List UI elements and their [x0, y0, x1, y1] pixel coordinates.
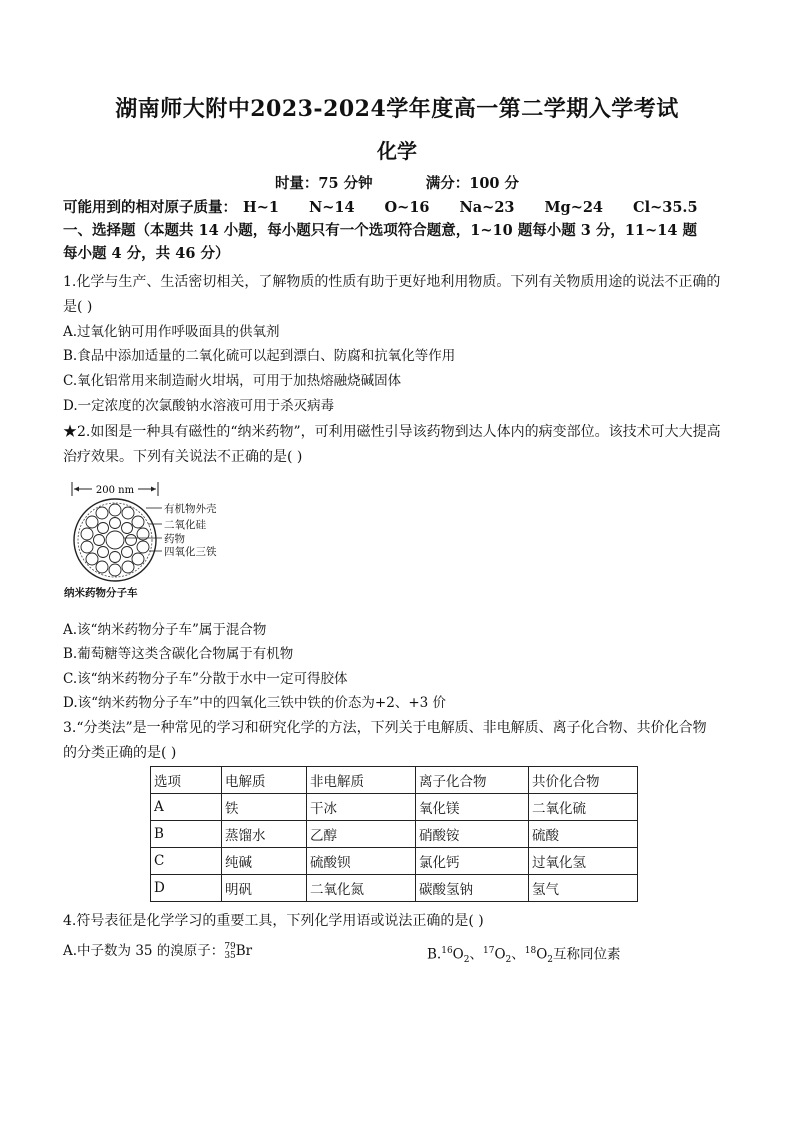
nano-drug-figure — [62, 478, 242, 608]
subscript: 2 — [463, 955, 470, 966]
table-cell: 硝酸铵 — [416, 821, 529, 848]
atomic-mass-item: O~16 — [384, 199, 430, 216]
table-cell: 硫酸 — [529, 821, 638, 848]
isotope-mass: 16 — [441, 946, 453, 956]
table-cell: 过氧化氢 — [529, 848, 638, 875]
table-cell: 碳酸氢钠 — [416, 875, 529, 902]
scale-bar-label: 200 nm — [95, 485, 135, 496]
q4-option-b — [427, 941, 727, 970]
drug-core — [106, 531, 124, 549]
table-cell: 二氧化氮 — [307, 875, 416, 902]
table-cell: 氯化钙 — [416, 848, 529, 875]
table-cell: 乙醇 — [307, 821, 416, 848]
mass-number: 79 — [224, 941, 236, 952]
table-cell: 干冰 — [307, 794, 416, 821]
exam-title: 湖南师大附中2023-2024学年度高一第二学期入学考试 — [115, 96, 679, 122]
table-row — [151, 794, 638, 821]
oxygen-symbol: O — [494, 946, 506, 963]
q2-option-c: C.该“纳米药物分子车”分散于水中一定可得胶体 — [63, 671, 348, 687]
oxygen-symbol: O — [536, 946, 548, 963]
label-silica: 二氧化硅 — [164, 519, 206, 531]
atomic-masses-label: 可能用到的相对原子质量： — [63, 199, 237, 216]
q1-option-c: C.氧化铝常用来制造耐火坩埚，可用于加热熔融烧碱固体 — [63, 373, 402, 389]
atomic-mass-item: N~14 — [308, 199, 355, 216]
separator: 、 — [469, 946, 483, 963]
table-row — [151, 875, 638, 902]
isotope-mass: 18 — [524, 946, 537, 956]
oxygen-symbol: O — [452, 946, 464, 963]
exam-meta — [0, 172, 794, 193]
table-header-cell: 共价化合物 — [529, 767, 638, 794]
q1-option-b: B.食品中添加适量的二氧化硫可以起到漂白、防腐和抗氧化等作用 — [63, 348, 456, 364]
atomic-masses — [63, 198, 743, 218]
subscript: 2 — [505, 955, 512, 966]
label-iron-oxide: 四氧化三铁 — [164, 546, 217, 558]
atomic-mass-item: Mg~24 — [544, 199, 604, 216]
q3-stem-line2: 的分类正确的是( ) — [63, 745, 177, 761]
table-cell: 明矾 — [222, 875, 307, 902]
q2-stem-line2: 治疗效果。下列有关说法不正确的是( ) — [63, 449, 303, 465]
table-cell: 二氧化硫 — [529, 794, 638, 821]
atomic-mass-item: Na~23 — [459, 199, 515, 216]
full-score: 满分：100 分 — [425, 175, 520, 192]
table-cell: A — [151, 794, 222, 821]
table-cell: 氢气 — [529, 875, 638, 902]
isotope-mass: 17 — [482, 946, 495, 956]
table-row — [151, 848, 638, 875]
time-limit: 时量：75 分钟 — [274, 175, 373, 192]
section-heading-line2: 每小题 4 分，共 46 分） — [63, 245, 230, 262]
table-cell: C — [151, 848, 222, 875]
table-cell: 硫酸钡 — [307, 848, 416, 875]
q1-stem-line2: 是( ) — [63, 299, 93, 315]
table-cell: 氧化镁 — [416, 794, 529, 821]
q2-option-d: D.该“纳米药物分子车”中的四氧化三铁中铁的价态为+2、+3 价 — [63, 695, 447, 711]
q1-stem-line1: 1.化学与生产、生活密切相关，了解物质的性质有助于更好地利用物质。下列有关物质用途的说法不正确的 — [63, 274, 721, 290]
table-cell: D — [151, 875, 222, 902]
q4-option-a — [63, 941, 403, 961]
q4-option-a-text: A.中子数为 35 的溴原子： — [63, 943, 225, 959]
label-organic-shell: 有机物外壳 — [164, 503, 217, 515]
table-header-cell: 离子化合物 — [416, 767, 529, 794]
table-cell: B — [151, 821, 222, 848]
table-header-cell: 电解质 — [222, 767, 307, 794]
q2-stem-line1: ★2.如图是一种具有磁性的“纳米药物”，可利用磁性引导该药物到达人体内的病变部位。该技术可大大提高 — [63, 424, 721, 440]
atomic-mass-item: Cl~35.5 — [633, 199, 698, 216]
atomic-mass-item: H~1 — [243, 199, 279, 216]
figure-caption: 纳米药物分子车 — [64, 587, 138, 599]
table-header-cell: 非电解质 — [307, 767, 416, 794]
label-drug: 药物 — [164, 533, 185, 545]
q3-stem-line1: 3.“分类法”是一种常见的学习和研究化学的方法，下列关于电解质、非电解质、离子化合物、共价化合物 — [63, 720, 707, 736]
table-row — [151, 821, 638, 848]
separator: 、 — [511, 946, 525, 963]
nuclide-numbers — [224, 943, 235, 961]
section-heading-line1: 一、选择题（本题共 14 小题，每小题只有一个选项符合题意，1~10 题每小题 3 分，11~14 题 — [63, 222, 697, 239]
q1-option-d: D.一定浓度的次氯酸钠水溶液可用于杀灭病毒 — [63, 398, 335, 414]
q4-stem: 4.符号表征是化学学习的重要工具，下列化学用语或说法正确的是( ) — [63, 913, 484, 929]
element-symbol: Br — [235, 943, 253, 959]
table-cell: 纯碱 — [222, 848, 307, 875]
table-header-row — [151, 767, 638, 794]
subscript: 2 — [547, 955, 554, 966]
classification-table — [150, 766, 638, 902]
table-header-cell: 选项 — [151, 767, 222, 794]
option-b-prefix: B. — [427, 946, 442, 963]
q2-option-b: B.葡萄糖等这类含碳化合物属于有机物 — [63, 646, 294, 662]
option-b-suffix: 互称同位素 — [553, 946, 621, 963]
table-cell: 蒸馏水 — [222, 821, 307, 848]
exam-subject: 化学 — [377, 139, 417, 163]
q2-option-a: A.该“纳米药物分子车”属于混合物 — [63, 622, 267, 638]
q1-option-a: A.过氧化钠可用作呼吸面具的供氧剂 — [63, 324, 280, 340]
table-cell: 铁 — [222, 794, 307, 821]
atomic-number: 35 — [224, 950, 236, 961]
